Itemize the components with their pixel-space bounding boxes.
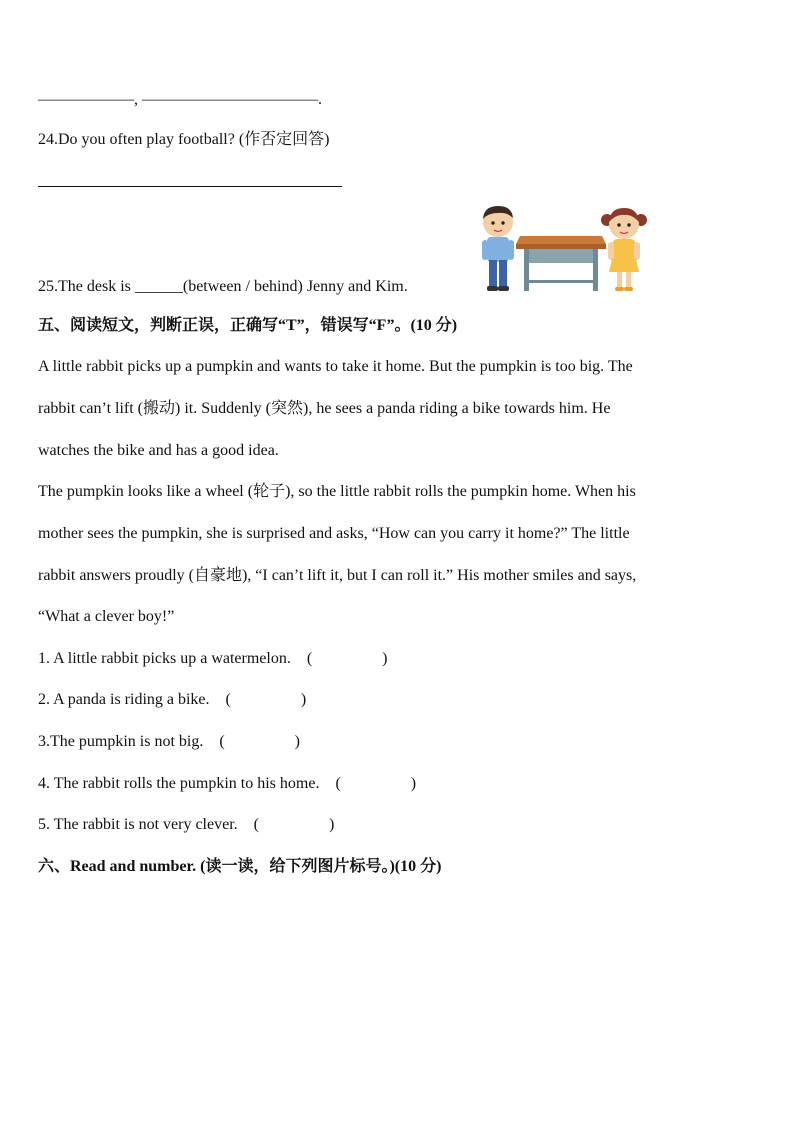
statement-4: [38, 774, 416, 794]
paren-open: (: [225, 691, 231, 708]
passage-line-6: rabbit answers proudly (自豪地), “I can’t lift it, but I can roll it.” His mother smiles and says,: [38, 567, 637, 584]
paren-close: ): [410, 775, 417, 792]
statement-text: 2. A panda is riding a bike.: [38, 691, 210, 708]
paren-open: (: [253, 816, 259, 833]
boy-desk-girl-illustration: [474, 202, 652, 296]
statement-1: [38, 649, 388, 669]
passage-line-5: mother sees the pumpkin, she is surprised and asks, “How can you carry it home?” The little: [38, 525, 630, 542]
paren-close: ): [328, 816, 335, 833]
section6-heading: 六、Read and number. (读一读，给下列图片标号。)(10 分): [38, 858, 442, 875]
passage-line-3: watches the bike and has a good idea.: [38, 442, 279, 459]
statement-5: [38, 815, 334, 835]
statement-text: 5. The rabbit is not very clever.: [38, 816, 238, 833]
paren-open: (: [335, 775, 341, 792]
passage-line-4: The pumpkin looks like a wheel (轮子), so the little rabbit rolls the pumpkin home. When his: [38, 483, 636, 500]
paren-close: ): [294, 733, 300, 750]
statement-2: [38, 690, 306, 710]
desk-figure: [516, 236, 606, 291]
q24-question: 24.Do you often play football? (作否定回答): [38, 131, 330, 148]
paren-open: (: [219, 733, 225, 750]
q25-question: 25.The desk is ______(between / behind) Jenny and Kim.: [38, 278, 408, 295]
paren-close: ): [300, 691, 307, 708]
statement-text: 1. A little rabbit picks up a watermelon.: [38, 650, 291, 667]
section5-heading: 五、阅读短文，判断正误，正确写“T”，错误写“F”。(10 分): [38, 317, 458, 334]
statement-text: 3.The pumpkin is not big.: [38, 733, 204, 750]
statement-text: 4. The rabbit rolls the pumpkin to his home.: [38, 775, 320, 792]
girl-figure: [601, 208, 647, 291]
paren-open: (: [306, 650, 313, 667]
passage-line-1: A little rabbit picks up a pumpkin and wants to take it home. But the pumpkin is too big. The: [38, 358, 633, 375]
q24-answer-line: [38, 186, 342, 187]
paren-close: ): [382, 650, 388, 667]
statement-3: [38, 732, 300, 752]
passage-line-7: “What a clever boy!”: [38, 608, 175, 625]
passage-line-2: rabbit can’t lift (搬动) it. Suddenly (突然), he sees a panda riding a bike towards him. He: [38, 400, 611, 417]
q23-answer-blanks: ——————, ———————————.: [38, 91, 322, 108]
boy-figure: [482, 206, 514, 291]
